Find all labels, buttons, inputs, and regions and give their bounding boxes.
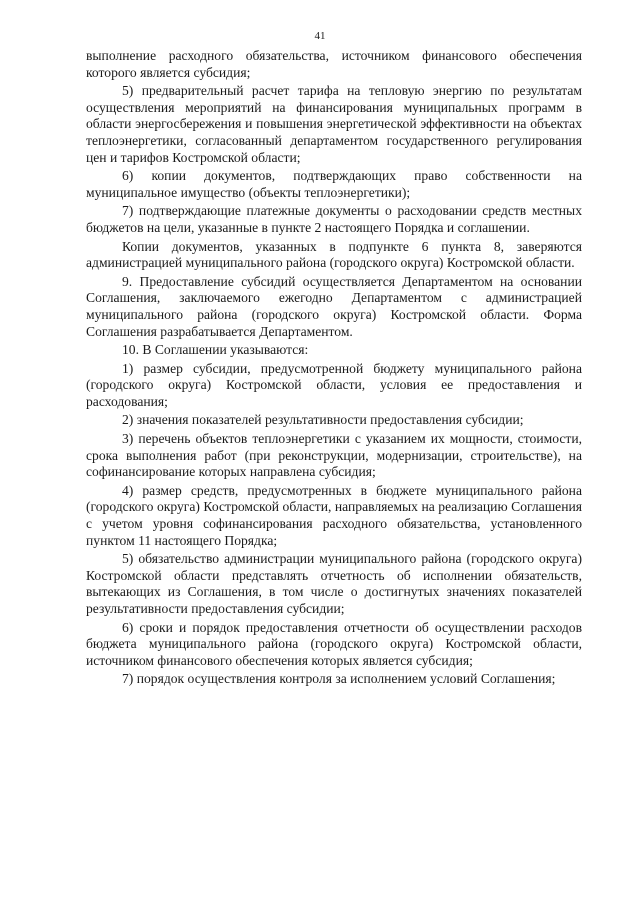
agreement-item-5: 5) обязательство администрации муниципального района (городского округа) Костромской области представлять отчетность об исполнении обязательств, вытекающих из Соглашения, в том числе о достигнутых значениях показателей результативности предоставления субсидии; (86, 551, 582, 616)
agreement-item-3: 3) перечень объектов теплоэнергетики с указанием их мощности, стоимости, срока выполнения работ (при реконструкции, модернизации, строительстве), на софинансирование которых направлена субсидия; (86, 431, 582, 480)
clause-10: 10. В Соглашении указываются: (122, 342, 309, 358)
clause-9: 9. Предоставление субсидий осуществляется Департаментом на основании Соглашения, заключаемого ежегодно Департаментом с администрацией муниципального района (городского округа) Костромской области. Форма Соглашения разрабатывается Департаментом. (86, 273, 582, 339)
agreement-item-7: 7) порядок осуществления контроля за исполнением условий Соглашения; (122, 671, 556, 687)
paragraph-copies: Копии документов, указанных в подпункте 6 пункта 8, заверяются администрацией муниципального района (городского округа) Костромской области. (86, 238, 582, 271)
agreement-item-2: 2) значения показателей результативности предоставления субсидии; (122, 412, 524, 428)
agreement-item-4: 4) размер средств, предусмотренных в бюджете муниципального района (городского округа) Костромской области, направляемых на реализацию Соглашения с учетом уровня софинансирования расходного обязательства, установленного пунктом 11 настоящего Порядка; (86, 482, 582, 548)
document-body (86, 48, 582, 688)
list-item-6: 6) копии документов, подтверждающих право собственности на муниципальное имущество (объекты теплоэнергетики); (86, 168, 582, 200)
list-item-5: 5) предварительный расчет тарифа на тепловую энергию по результатам осуществления мероприятий на финансирования муниципальных программ в области энергосбережения и повышения энергетической эффективности на объектах теплоэнергетики, согласованный департаментом государственного регулирования цен и тарифов Костромской области; (86, 83, 582, 165)
agreement-item-6: 6) сроки и порядок предоставления отчетности об осуществлении расходов бюджета муниципального района (городского округа) Костромской области, источником финансового обеспечения которых является субсидия; (86, 619, 582, 668)
list-item-7: 7) подтверждающие платежные документы о расходовании средств местных бюджетов на цели, указанные в пункте 2 настоящего Порядка и соглашении. (86, 203, 582, 235)
page-number: 41 (314, 30, 326, 42)
agreement-item-1: 1) размер субсидии, предусмотренной бюджету муниципального района (городского округа) Костромской области, условия ее предоставления и расходования; (86, 360, 582, 409)
paragraph-continuation: выполнение расходного обязательства, источником финансового обеспечения которого является субсидия; (86, 48, 582, 80)
